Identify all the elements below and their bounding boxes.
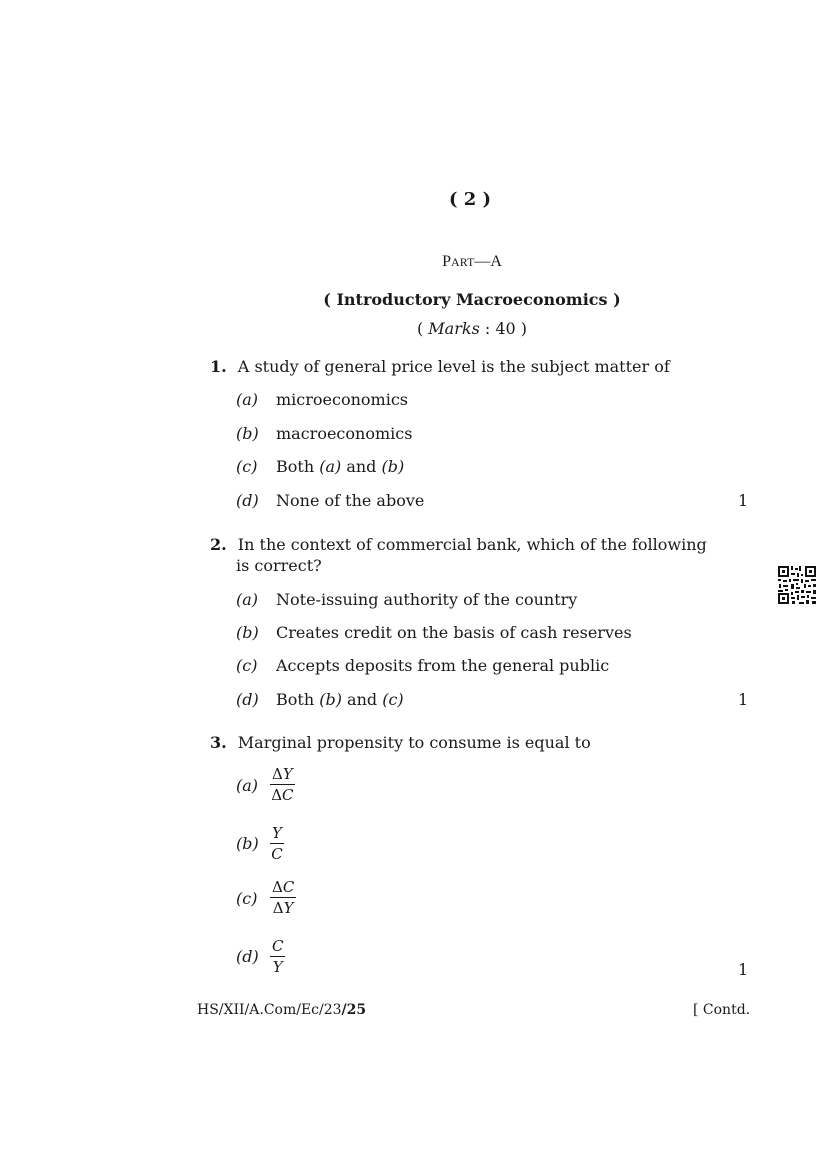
option-label: (a) [236, 776, 259, 795]
fraction-numerator: C [282, 878, 295, 896]
option-text-pre: Both [276, 690, 320, 709]
option-label: (b) [236, 623, 259, 642]
fraction-numerator: C [272, 937, 284, 955]
question-number: 2. [210, 535, 227, 554]
option-text: Creates credit on the basis of cash reserves [276, 623, 632, 642]
option-text-pre: Both [276, 457, 320, 476]
paper-code-prefix: HS/XII/A.Com/Ec/23 [197, 1002, 342, 1018]
question-text: In the context of commercial bank, which of the following [237, 535, 707, 554]
fraction-option-b [270, 823, 284, 863]
option-label: (d) [236, 491, 259, 510]
delta-symbol: Δ [272, 878, 283, 896]
option-text: Accepts deposits from the general public [276, 656, 610, 675]
option-label: (c) [236, 889, 258, 908]
delta-symbol: Δ [272, 899, 284, 917]
option-text: microeconomics [276, 390, 408, 409]
marks-label: Marks [428, 319, 480, 338]
page-number: ( 2 ) [448, 189, 492, 210]
marks-open: ( [416, 319, 429, 338]
option-label: (c) [236, 656, 258, 675]
option-text [276, 690, 404, 709]
question-marks: 1 [738, 960, 749, 979]
option-text-mid: and [341, 457, 382, 476]
question-number: 3. [210, 733, 227, 752]
option-ref: (c) [382, 690, 404, 709]
fraction-numerator: Y [272, 824, 282, 842]
fraction-numerator: Y [282, 765, 293, 783]
question-1 [210, 357, 670, 376]
option-text: Note-issuing authority of the country [276, 590, 578, 609]
question-3 [210, 733, 591, 752]
qr-code-icon [777, 565, 817, 605]
question-text-continued: is correct? [236, 556, 322, 575]
marks-value: : 40 ) [479, 319, 528, 338]
continued-note: [ Contd. [693, 1002, 751, 1018]
fraction-denominator: C [271, 845, 283, 863]
option-text [276, 457, 404, 476]
fraction-option-a [270, 764, 295, 804]
fraction-denominator: Y [272, 958, 283, 976]
question-number: 1. [210, 357, 227, 376]
paper-code-suffix: /25 [341, 1002, 367, 1018]
question-2 [210, 535, 707, 554]
part-heading [0, 253, 828, 271]
option-ref: (a) [319, 457, 342, 476]
delta-symbol: Δ [272, 765, 283, 783]
option-ref: (b) [381, 457, 405, 476]
fraction-denominator: Y [283, 899, 294, 917]
option-label: (c) [236, 457, 258, 476]
part-small-caps: ART [451, 255, 475, 269]
option-label: (d) [236, 947, 259, 966]
part-suffix: —A [474, 253, 502, 270]
option-text: macroeconomics [276, 424, 413, 443]
question-text: Marginal propensity to consume is equal to [237, 733, 591, 752]
question-marks: 1 [738, 690, 749, 709]
option-label: (a) [236, 390, 259, 409]
paper-code [197, 1002, 366, 1018]
part-prefix: P [442, 253, 452, 270]
section-title: ( Introductory Macroeconomics ) [323, 290, 621, 309]
option-text-mid: and [341, 690, 383, 709]
option-label: (a) [236, 590, 259, 609]
fraction-option-d [270, 936, 285, 976]
delta-symbol: Δ [271, 786, 283, 804]
option-text: None of the above [276, 491, 425, 510]
question-text: A study of general price level is the subject matter of [237, 357, 670, 376]
question-marks: 1 [738, 491, 749, 510]
option-label: (b) [236, 424, 259, 443]
option-label: (b) [236, 834, 259, 853]
section-marks [0, 319, 828, 338]
option-label: (d) [236, 690, 259, 709]
option-ref: (b) [319, 690, 342, 709]
fraction-denominator: C [282, 786, 294, 804]
fraction-option-c [270, 877, 296, 917]
